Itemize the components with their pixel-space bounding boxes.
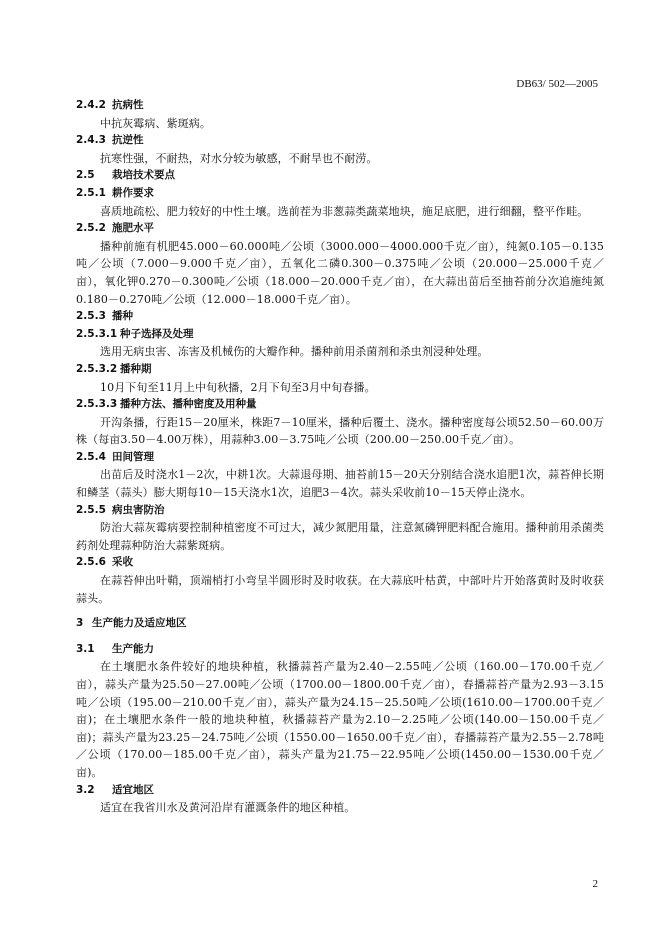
paragraph-2-4-2: 中抗灰霉病、紫斑病。	[100, 116, 211, 130]
heading-2-5-2: 2.5.2 施肥水平	[76, 222, 154, 235]
paragraph-2-5-3-2: 10月下旬至11月上中旬秋播，2月下旬至3月中旬春播。	[100, 380, 376, 394]
heading-2-4-3: 2.4.3 抗逆性	[76, 134, 144, 147]
paragraph-2-5-4: 出苗后及时浇水1－2次，中耕1次。大蒜退母期、抽苔前15－20天分别结合浇水追肥1次，蒜苔伸长期和鳞茎（蒜头）膨大期每10－15天浇水1次，追肥3－4次。蒜头采收前10－15天停止浇水。	[76, 468, 604, 500]
page-number: 2	[592, 878, 598, 890]
heading-3-2: 3.2 适宜地区	[76, 783, 154, 796]
heading-2-5-6: 2.5.6 采收	[76, 556, 133, 569]
heading-2-5-3-3: 2.5.3.3 播种方法、播种密度及用种量	[76, 398, 257, 411]
heading-2-5-3-2: 2.5.3.2 播种期	[76, 362, 152, 375]
heading-2-5-1: 2.5.1 耕作要求	[76, 186, 154, 199]
heading-3-1: 3.1 生产能力	[76, 642, 154, 655]
document-body	[76, 97, 604, 817]
paragraph-2-5-6: 在蒜苔伸出叶鞘，顶端梢打小弯呈半圆形时及时收获。在大蒜底叶枯黄，中部叶片开始落黄时及时收获蒜头。	[76, 574, 604, 605]
paragraph-2-5-3-1: 选用无病虫害、冻害及机械伤的大瓣作种。播种前用杀菌剂和杀虫剂浸种处理。	[100, 345, 489, 359]
paragraph-3-2: 适宜在我省川水及黄河沿岸有灌溉条件的地区种植。	[100, 801, 356, 815]
paragraph-2-5-5: 防治大蒜灰霉病要控制种植密度不可过大，减少氮肥用量，注意氮磷钾肥料配合施用。播种前用杀菌类药剂处理蒜种防治大蒜紫斑病。	[76, 521, 604, 552]
heading-2-4-2: 2.4.2 抗病性	[76, 99, 144, 111]
paragraph-2-4-3: 抗寒性强，不耐热，对水分较为敏感，不耐旱也不耐涝。	[100, 151, 378, 165]
heading-2-5-3: 2.5.3 播种	[76, 310, 133, 323]
heading-2-5-4: 2.5.4 田间管理	[76, 450, 154, 463]
standard-code: DB63/ 502—2005	[516, 78, 598, 90]
heading-2-5-3-1: 2.5.3.1 种子选择及处理	[76, 327, 194, 340]
paragraph-3-1: 在土壤肥水条件较好的地块种植，秋播蒜苔产量为2.40－2.55吨／公顷（160.00－170.00千克／亩），蒜头产量为25.50－27.00吨／公顷（1700.00－1800.00千克／亩），春播蒜苔产量为2.93－3.15吨／公顷（195.00－210.00千克／亩），蒜头产量为24.15－25.50吨／公顷(1610.00－1700.00千克／亩)；在土壤肥水条件一般的地块种植，秋播蒜苔产量为2.10－2.25吨／公顷(140.00－150.00千克／亩)；蒜头产量为23.25－24.75吨／公顷（1550.00－1650.00千克／亩），春播蒜苔产量为2.55－2.78吨／公顷（170.00－185.00千克／亩），蒜头产量为21.75－22.95吨／公顷(1450.00－1530.00千克／亩)。	[76, 660, 604, 779]
paragraph-2-5-2: 播种前施有机肥45.000－60.000吨／公顷（3000.000－4000.000千克／亩），纯氮0.105－0.135吨／公顷（7.000－9.000千克／亩），五氧化二磷0.300－0.375吨／公顷（20.000－25.000千克／亩），氧化钾0.270－0.300吨／公顷（18.000－20.000千克／亩），在大蒜出苗后至抽苔前分次追施纯氮0.180－0.270吨／公顷（12.000－18.000千克／亩）。	[76, 239, 604, 306]
heading-2-5: 2.5 栽培技术要点	[76, 169, 175, 182]
heading-3: 3 生产能力及适应地区	[76, 617, 187, 630]
paragraph-2-5-3-3: 开沟条播，行距15－20厘米，株距7－10厘米，播种后覆土、浇水。播种密度每公顷52.50－60.00万株（每亩3.50－4.00万株），用蒜种3.00－3.75吨／公顷（200.00－250.00千克／亩）。	[76, 415, 604, 447]
paragraph-2-5-1: 喜质地疏松、肥力较好的中性土壤。选前茬为非葱蒜类蔬菜地块，施足底肥，进行细翻，整平作畦。	[100, 204, 589, 218]
heading-2-5-5: 2.5.5 病虫害防治	[76, 503, 165, 516]
